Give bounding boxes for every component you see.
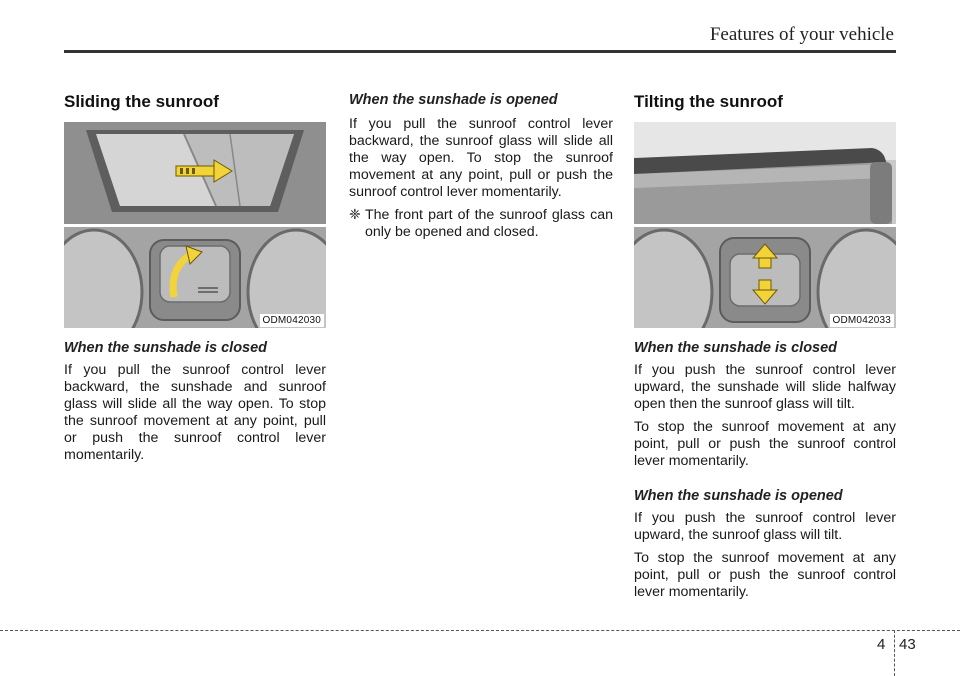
page-number: 43 xyxy=(899,636,916,653)
paragraph-slide-closed: If you pull the sunroof control lever backward, the sunshade and sunroof glass will slide all the way open. To stop the sunroof movement at any point, pull or push the sunroof control lever momentarily. xyxy=(64,362,326,463)
section-heading-sliding: Sliding the sunroof xyxy=(64,92,219,111)
paragraph-tilt-stop-2: To stop the sunroof movement at any point, pull or push the sunroof control lever momentarily. xyxy=(634,550,896,600)
paragraph-tilt-stop-1: To stop the sunroof movement at any point, pull or push the sunroof control lever momentarily. xyxy=(634,419,896,469)
chapter-number: 4 xyxy=(877,636,886,653)
sliding-sunroof-figure xyxy=(64,122,326,328)
column-right xyxy=(634,92,896,607)
tilting-sunroof-illustration xyxy=(634,122,896,328)
sub-heading-opened: When the sunshade is opened xyxy=(349,92,558,108)
note-text: The front part of the sunroof glass can only be opened and closed. xyxy=(365,207,613,240)
sliding-sunroof-illustration xyxy=(64,122,326,328)
figure-code: ODM042030 xyxy=(260,314,325,327)
tilting-sunroof-figure xyxy=(634,122,896,328)
page-header-title: Features of your vehicle xyxy=(709,24,894,45)
figure-code: ODM042033 xyxy=(830,314,895,327)
column-left xyxy=(64,92,326,470)
paragraph-slide-opened: If you pull the sunroof control lever backward, the sunroof glass will slide all the way open. To stop the sunroof movement at any point, pull or push the sunroof control lever momentarily. xyxy=(349,116,613,200)
paragraph-tilt-opened: If you push the sunroof control lever upward, the sunroof glass will tilt. xyxy=(634,510,896,543)
sub-heading-closed: When the sunshade is closed xyxy=(64,340,268,356)
page-number-separator xyxy=(894,630,895,676)
section-heading-tilting: Tilting the sunroof xyxy=(634,92,783,111)
note-mark-icon: ❈ xyxy=(349,207,361,223)
column-middle xyxy=(349,92,613,241)
note xyxy=(349,207,613,241)
sub-heading-tilt-closed: When the sunshade is closed xyxy=(634,340,838,356)
sub-heading-tilt-opened: When the sunshade is opened xyxy=(634,488,843,504)
header-rule xyxy=(64,50,896,53)
footer-rule xyxy=(0,630,960,631)
paragraph-tilt-closed: If you push the sunroof control lever upward, the sunshade will slide halfway open then the sunroof glass will tilt. xyxy=(634,362,896,412)
